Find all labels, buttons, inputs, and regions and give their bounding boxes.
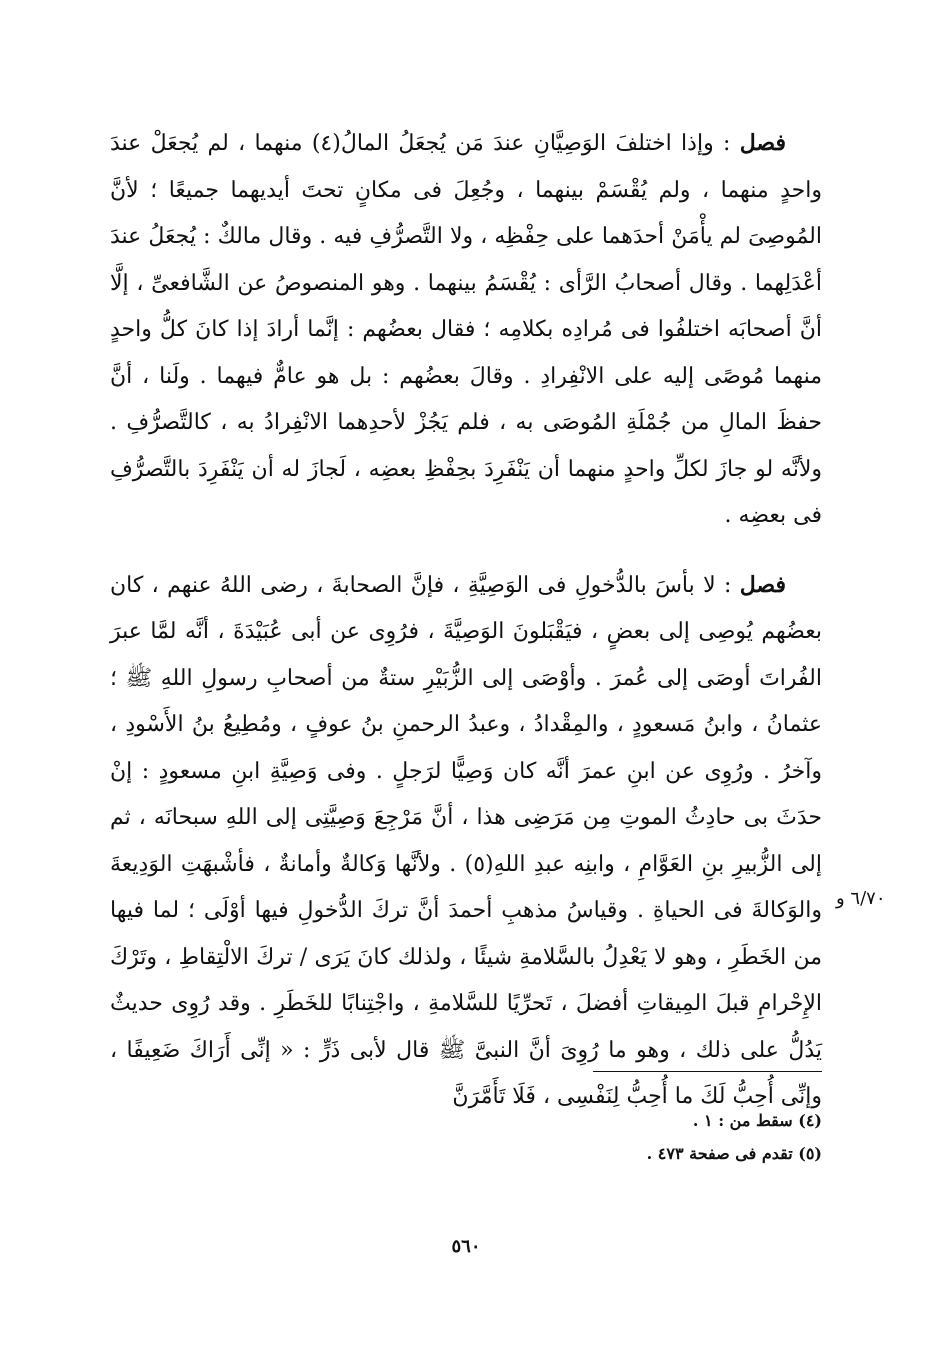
page-number: ٥٦٠ xyxy=(451,1236,481,1257)
main-text xyxy=(110,120,822,1121)
paragraph-text: : لا بأسَ بالدُّخولِ فى الوَصِيَّةِ ، فإنَّ الصحابةَ ، رضى اللهُ عنهم ، كان بعضُهم يُوصِى إلى بعضٍ ، فيَقْبَلونَ الوَصِيَّةَ ، فرُوِى عن أبى عُبَيْدَةَ ، أنَّه لمَّا عبرَ الفُراتَ أوصَى إلى عُمرَ . وأوْصَى إلى الزُّبَيْرِ ستةٌ من أصحابِ رسولِ اللهِ ﷺ ؛ عثمانُ ، وابنُ مَسعودٍ ، والمِقْدادُ ، وعبدُ الرحمنِ بنُ عوفٍ ، ومُطِيعُ بنُ الأَسْودِ ، وآخرُ . ورُوِى عن ابنِ عمرَ أنَّه كان وَصِيًّا لرَجلٍ . وفى وَصِيَّةِ ابنِ مسعودٍ : إنْ حدَثَ بى حادِثُ الموتِ مِن مَرَضِى هذا ، أنَّ مَرْجِعَ وَصِيَّتِى إلى اللهِ سبحانَه ، ثم إلى الزُّبيرِ بنِ العَوَّامِ ، وابنِه عبدِ اللهِ(٥) . ولأنَّها وَكالةٌ وأمانةٌ ، فأشْبهَتِ الوَدِيعةَ والوَكالةَ فى الحياةِ . وقياسُ مذهبِ أحمدَ أنَّ تركَ الدُّخولِ فيها أوْلَى ؛ لما فيها من الخَطَرِ ، وهو لا يَعْدِلُ بالسَّلامةِ شيئًا ، ولذلك كانَ يَرَى / تركَ الالْتِقاطِ ، وتَرْكَ الإِحْرامِ قبلَ المِيقاتِ أفضلَ ، تَحرِّيًا للسَّلامةِ ، واجْتِنابًا للخَطَرِ . وقد رُوِى حديثٌ يَدُلُّ على ذلك ، وهو ما رُوِىَ أنَّ النبىَّ ﷺ قال لأبى ذَرٍّ : « إنِّى أَرَاكَ ضَعِيفًا ، وإنِّى أُحِبُّ لَكَ ما أُحِبُّ لِنَفْسِى ، فَلَا تَأَمَّرَنَّ xyxy=(110,572,822,1109)
section-heading: فصل xyxy=(739,130,786,156)
section-heading: فصل xyxy=(739,571,786,598)
footnote-4: (٤) سقط من : ١ . xyxy=(692,1111,822,1130)
margin-reference: ٦/٧٠ و xyxy=(836,888,886,909)
paragraph-1 xyxy=(110,120,822,540)
footnotes xyxy=(450,1104,822,1170)
paragraph-text: : وإذا اختلفَ الوَصِيَّانِ عندَ مَن يُجعَلُ المالُ(٤) منهما ، لم يُجعَلْ عندَ واحدٍ منهما ، ولم يُقْسَمْ بينهما ، وجُعِلَ فى مكانٍ تحتَ أيديهما جميعًا ؛ لأنَّ المُوصِىَ لم يأْمَنْ أحدَهما على حِفْظِه ، ولا التَّصرُّفِ فيه . وقال مالكٌ : يُجعَلُ عندَ أعْدَلِهما . وقال أصحابُ الرَّأى : يُقْسَمُ بينهما . وهو المنصوصُ عن الشَّافعىِّ ، إلَّا أنَّ أصحابَه اختلفُوا فى مُرادِه بكلامِه ؛ فقال بعضُهم : إنَّما أرادَ إذا كانَ كلُّ واحدٍ منهما مُوصًى إليه على الانْفِرادِ . وقالَ بعضُهم : بل هو عامٌّ فيهما . ولَنا ، أنَّ حفظَ المالِ من جُمْلَةِ المُوصَى به ، فلم يَجُزْ لأحدِهما الانْفِرادُ به ، كالتَّصرُّفِ . ولأنَّه لو جازَ لكلِّ واحدٍ منهما أن يَنْفَرِدَ بحِفْظِ بعضِه ، لَجازَ له أن يَنْفَرِدَ بالتَّصرُّفِ فى بعضِه . xyxy=(110,131,822,528)
footnote-separator xyxy=(593,1071,822,1072)
paragraph-2 xyxy=(110,562,822,1121)
footnote-5: (٥) تقدم فى صفحة ٤٧٣ . xyxy=(646,1144,822,1163)
